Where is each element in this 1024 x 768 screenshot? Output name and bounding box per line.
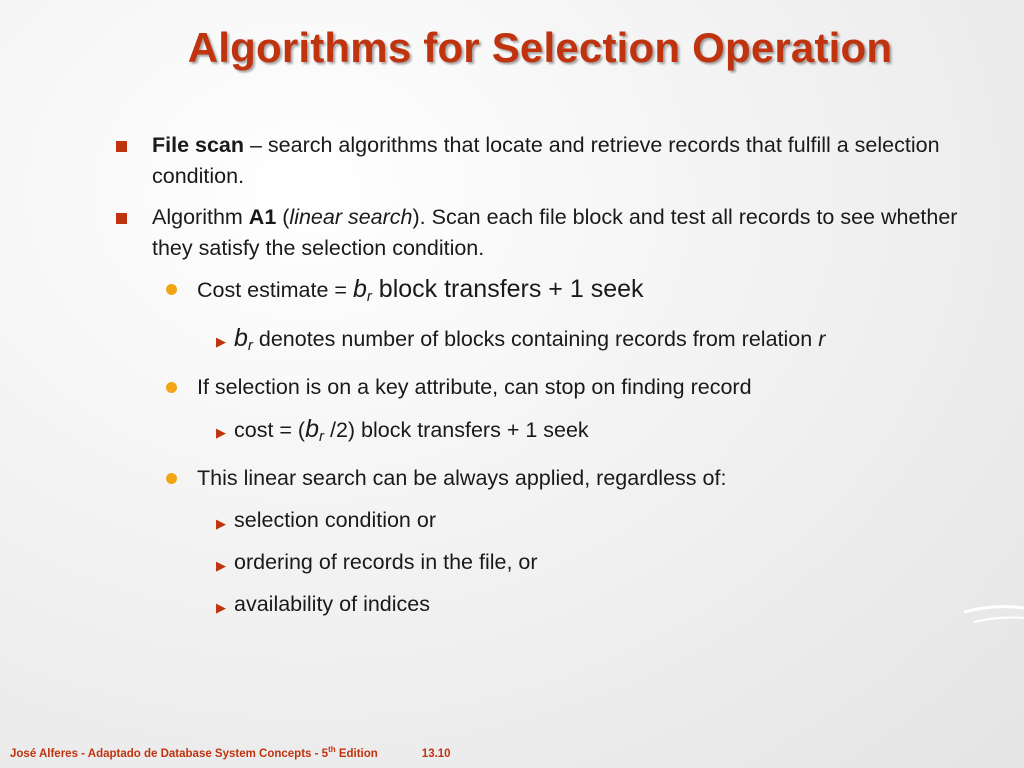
cost-text: block transfers + 1 seek [371,275,644,303]
br-symbol: $b_r$ [305,415,324,445]
bullet-algorithm-a1 [112,202,972,264]
arrow-bullet-icon: ▶ [216,600,226,615]
algo-prefix: Algorithm [152,205,249,229]
footer-edition: Edition [335,748,378,760]
dot-bullet-icon [166,284,177,295]
square-bullet-icon [116,213,127,224]
slide-title: Algorithms for Selection Operation [187,24,893,71]
linear-text: This linear search can be always applied, regardless of: [197,466,727,490]
arrow-bullet-icon: ▶ [216,516,226,531]
arrow-bullet-icon: ▶ [216,558,226,573]
dot-bullet-icon [166,473,177,484]
algo-open: ( [276,205,290,229]
sub-item-text: selection condition or [234,508,436,532]
cost-prefix: Cost estimate = [197,278,353,302]
arrow-bullet-icon: ▶ [216,425,226,440]
br-def-text: denotes number of blocks containing records from relation [252,327,819,351]
sub-item-text: availability of indices [234,592,430,616]
cost2-text: /2) block transfers + 1 seek [324,418,589,442]
br-symbol: $b_r$ [352,275,372,305]
cost2-prefix: cost = ( [234,418,306,442]
slide-content [112,130,972,631]
bullet-br-definition [112,323,972,361]
bullet-sub-item [112,589,972,620]
bullet-sub-item [112,547,972,578]
bullet-key-attribute [112,372,972,403]
decorative-swoosh [964,600,1024,640]
page-number: 13.10 [421,748,451,760]
dot-bullet-icon [166,382,177,393]
bullet-cost-estimate [112,274,972,312]
sub-item-text: ordering of records in the file, or [234,550,538,574]
algo-text: ). Scan each file block and test all records to see whether they satisfy the selection condition. [152,205,958,260]
relation-r: r [818,327,826,351]
footer-credit: José Alferes - Adaptado de Database System Concepts - 5 [10,748,329,760]
arrow-bullet-icon: ▶ [216,334,226,349]
br-symbol: $b_r$ [234,324,253,354]
key-attr-text: If selection is on a key attribute, can stop on finding record [197,375,752,399]
bullet-file-scan [112,130,972,192]
bullet-linear-search [112,463,972,494]
file-scan-text: – search algorithms that locate and retrieve records that fulfill a selection condition. [152,133,940,188]
file-scan-term: File scan [152,133,245,157]
footer-sup: th [328,745,336,755]
square-bullet-icon [116,141,127,152]
slide-footer [10,745,451,760]
algo-italic: linear search [289,205,413,229]
bullet-sub-item [112,505,972,536]
bullet-cost-half [112,414,972,452]
algo-name: A1 [248,205,277,229]
